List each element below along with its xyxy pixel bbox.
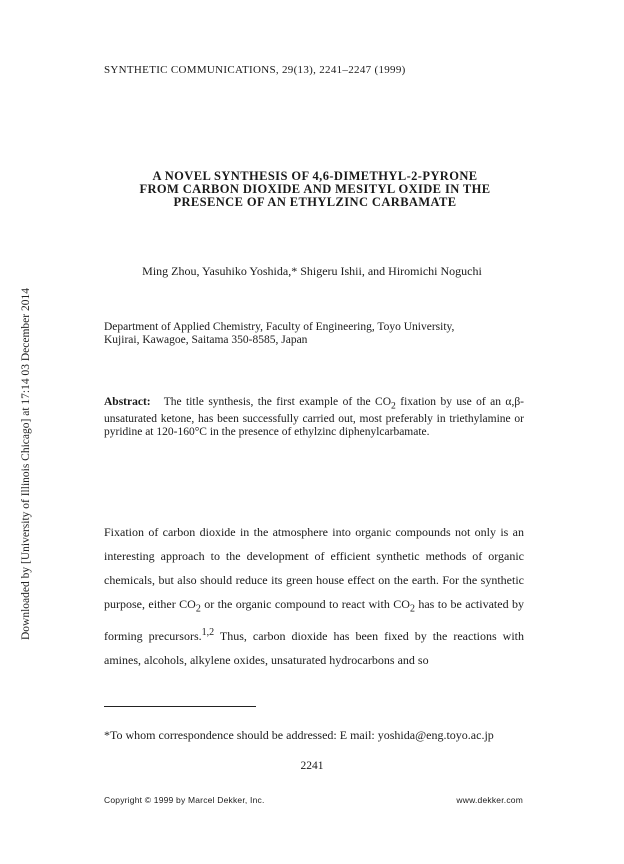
abstract xyxy=(104,396,524,439)
author-list: Ming Zhou, Yasuhiko Yoshida,* Shigeru Ishii, and Hiromichi Noguchi xyxy=(142,264,482,278)
body-subscript-1: 2 xyxy=(195,603,201,615)
abstract-subscript: 2 xyxy=(391,400,396,412)
title-line-1: A NOVEL SYNTHESIS OF 4,6-DIMETHYL-2-PYRONE xyxy=(152,169,478,183)
copyright-notice: Copyright © 1999 by Marcel Dekker, Inc. xyxy=(104,795,265,805)
page-number: 2241 xyxy=(300,760,324,772)
publisher-url: www.dekker.com xyxy=(456,795,523,805)
body-text-4: Thus, carbon dioxide has been fixed by the reactions with amines, alcohols, alkylene oxides, unsaturated hydrocarbons and so xyxy=(104,629,524,668)
footnote-divider xyxy=(104,706,256,707)
body-text-3: has to be activated by forming precursors. xyxy=(104,597,525,644)
journal-header: SYNTHETIC COMMUNICATIONS, 29(13), 2241–2247 (1999) xyxy=(104,64,406,76)
affiliation xyxy=(104,321,524,347)
body-text-1: Fixation of carbon dioxide in the atmosphere into organic compounds not only is an interesting approach to the development of efficient synthetic methods of organic chemicals, but also should reduce its green house effect on the earth. For the synthetic purpose, either CO xyxy=(104,525,524,611)
body-subscript-2: 2 xyxy=(409,603,415,615)
body-text-2: or the organic compound to react with CO xyxy=(200,597,410,611)
abstract-text-1: The title synthesis, the first example of the CO xyxy=(163,396,392,408)
affiliation-line-1: Department of Applied Chemistry, Faculty of Engineering, Toyo University, xyxy=(104,321,455,333)
body-paragraph xyxy=(104,520,524,672)
abstract-label: Abstract: xyxy=(104,396,151,408)
reference-superscript: 1,2 xyxy=(201,627,215,639)
paper-title xyxy=(80,170,550,209)
title-line-3: PRESENCE OF AN ETHYLZINC CARBAMATE xyxy=(173,195,457,209)
body-text xyxy=(104,520,524,672)
abstract-text-2: fixation by use of an α,β-unsaturated ketone, has been successfully carried out, most preferably in triethylamine or pyridine at 120-160°C in the presence of ethylzinc diphenylcarbamate. xyxy=(104,396,524,438)
title-line-2: FROM CARBON DIOXIDE AND MESITYL OXIDE IN THE xyxy=(139,182,491,196)
footnote: *To whom correspondence should be addressed: E mail: yoshida@eng.toyo.ac.jp xyxy=(104,728,494,742)
affiliation-line-2: Kujirai, Kawagoe, Saitama 350-8585, Japan xyxy=(104,334,308,346)
download-watermark: Downloaded by [University of Illinois Chicago] at 17:14 03 December 2014 xyxy=(20,288,32,640)
